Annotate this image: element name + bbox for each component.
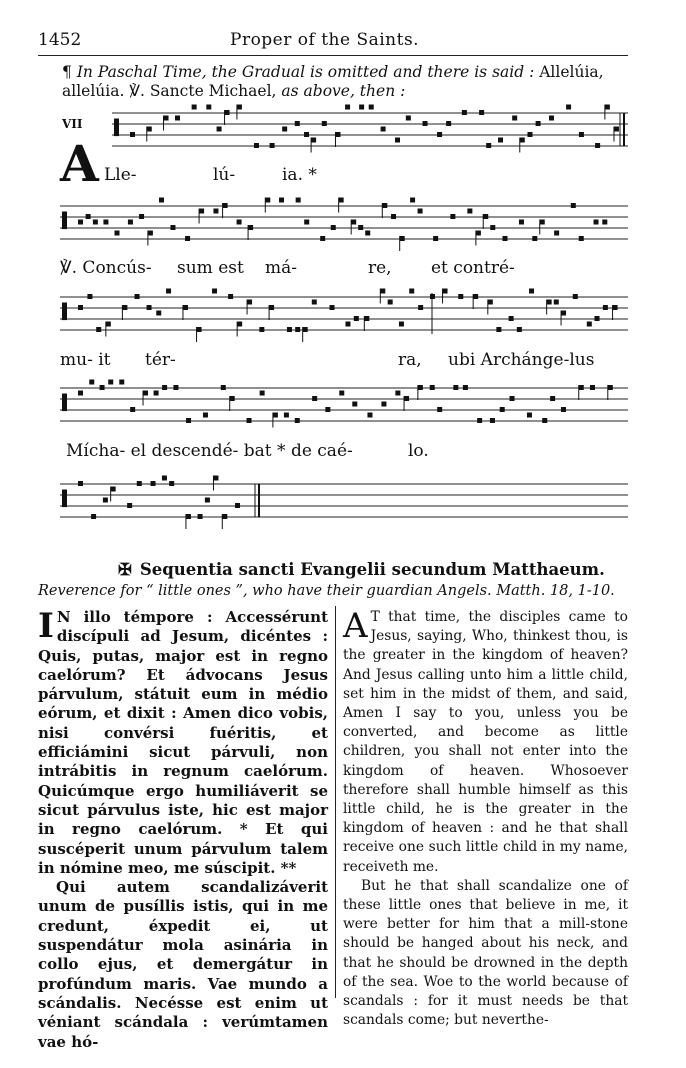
chant-initial: A (60, 134, 99, 193)
staff-2 (60, 198, 628, 252)
lyric-line3-syl3: ra, (398, 350, 422, 370)
staff-3 (60, 289, 628, 343)
column-divider (335, 606, 336, 998)
lyric-line2-syl3: má- (265, 258, 297, 278)
lyric-line2-syl4: re, (368, 258, 392, 278)
english-paragraph-1 (343, 608, 628, 877)
english-column (343, 608, 628, 1030)
latin-paragraph-2: Qui autem scandalizáverit unum de pusíllis istis, qui in me credunt, éxpedit ei, ut suspendátur mola asinária in collo ejus, et demergátur in profúndum maris. Vae mundo a scándalis. Necésse est enim ut véniant scándala : verúmtamen vae hó- (38, 878, 328, 1051)
lyric-line3-syl1: mu- it (60, 350, 111, 370)
latin-paragraph-1 (38, 608, 328, 878)
rubric-alleluia: Allelúia, allelúia. (62, 63, 604, 100)
chant-mode: VII (62, 117, 83, 131)
latin-column (38, 608, 328, 1052)
lyric-line3-syl2: tér- (145, 350, 176, 370)
cross-icon: ✠ (118, 560, 132, 579)
staff-4 (60, 380, 628, 428)
staff-5 (60, 476, 628, 530)
rubric-sancte-michael: Sancte Michael, (149, 82, 277, 100)
page-number: 1452 (38, 30, 82, 50)
lyric-line4-syl2: lo. (408, 441, 429, 461)
gospel-heading (118, 560, 605, 579)
rubric-italic-1: In Paschal Time, the Gradual is omitted and there is said : (76, 63, 535, 81)
gospel-heading-text: Sequentia sancti Evangelii secundum Matthaeum. (139, 560, 605, 579)
lyric-line2-syl5: et contré- (431, 258, 515, 278)
staff-1 (112, 105, 628, 153)
lyric-line2-syl1: ℣. Concús- (60, 258, 152, 278)
lyric-line1-syl1: Lle- (104, 165, 137, 185)
running-title: Proper of the Saints. (230, 30, 420, 50)
lyric-line4-syl1: Mícha- el descendé- bat * de caé- (66, 441, 353, 461)
english-paragraph-1-text: T that time, the disciples came to Jesus, saying, Who, thinkest thou, is the greater in the kingdom of heaven? And Jesus calling unto him a little child, set him in the midst of them, and said, Amen I say to you, unless you be converted, and become as little children, you shall not enter into the kingdom of heaven. Whosoever therefore shall humble himself as this little child, he is the greater in the kingdom of heaven : and he that shall receive one such little child in my name, receiveth me. (343, 609, 628, 875)
lyric-line1-syl2: lú- (213, 165, 236, 185)
english-paragraph-2: But he that shall scandalize one of these little ones that believe in me, it were better for him that a mill-stone should be hanged about his neck, and that he should be drowned in the depth of the sea. Woe to the world because of scandals : for it must needs be that scandals come; but neverthe- (343, 877, 628, 1029)
rubric-italic-2: as above, then : (281, 82, 406, 100)
versicle-sign: ℣. (129, 82, 145, 100)
english-drop-cap: A (343, 606, 368, 646)
lyric-line3-syl4: ubi Archánge-lus (448, 350, 595, 370)
lyric-line2-syl2: sum est (177, 258, 244, 278)
latin-paragraph-1-text: N illo témpore : Accessérunt discípuli ad Jesum, dicéntes : Quis, putas, major est in regno caelórum? Et ádvocans Jesus párvulum, státuit eum in médio eórum, et dixit : Amen dico vobis, nisi convérsi fuéritis, et efficiámini sicut párvuli, non intrábitis in regnum caelórum. Quicúmque ergo humiliáverit se sicut párvulus iste, hic est major in regno caelórum. * Et qui suscéperit unum párvulum talem in nómine meo, me súscipit. ** (38, 608, 328, 877)
latin-drop-cap: I (38, 606, 54, 646)
lyric-line1-syl3: ia. * (282, 165, 317, 185)
gospel-subheading: Reverence for “ little ones ”, who have their guardian Angels. Matth. 18, 1-10. (38, 583, 615, 599)
pilcrow: ¶ (62, 63, 72, 81)
